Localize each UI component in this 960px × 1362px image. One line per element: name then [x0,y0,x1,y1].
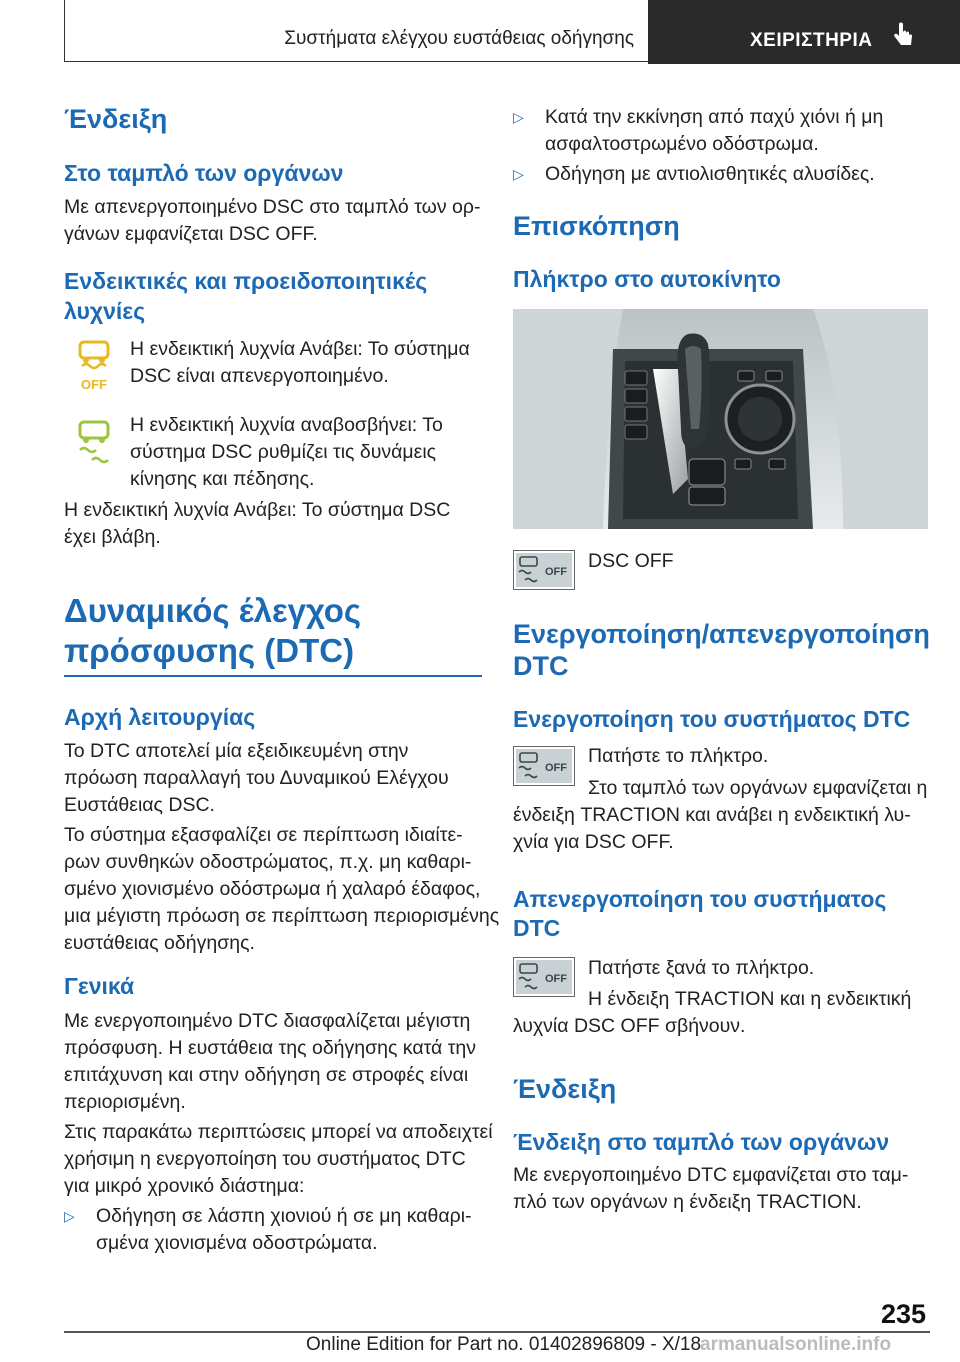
off-label: OFF [545,973,567,985]
text-line: λυχνία DSC OFF σβήνουν. [513,1015,746,1037]
text-line: Πατήστε ξανά το πλήκτρο. [588,957,815,979]
heading-lamps-cont: λυχνίες [64,298,146,324]
text-line: Στις παρακάτω περιπτώσεις μπορεί να αποδειχτεί [64,1121,493,1143]
heading-indication-2: Ένδειξη [513,1074,617,1104]
dsc-off-yellow-warning-icon [74,338,114,392]
heading-deactivate-dtc: Απενεργοποίηση του συστήματος [513,886,887,912]
heading-instrument-cluster: Στο ταμπλό των οργάνων [64,160,344,186]
heading-activate-deactivate: Ενεργοποίηση/απενεργοποίηση [513,619,930,649]
heading-principle: Αρχή λειτουργίας [64,704,256,730]
text-line: πρόσφυση. Η ευστάθεια της οδήγησης κατά την [64,1037,477,1059]
text-line: για μικρό χρονικό διάστημα: [64,1175,305,1197]
text-line: Η ενδεικτική λυχνία Ανάβει: Το σύστημα [130,338,470,360]
footer-edition: Online Edition for Part no. 01402896809 - X/18 [306,1334,702,1355]
bullet-triangle-icon: ▷ [64,1208,75,1224]
heading-lamps: Ενδεικτικές και προειδοποιητικές [64,268,428,294]
heading-dtc: Δυναμικός έλεγχος [64,592,362,629]
header-title-box [64,0,648,62]
header-title: Συστήματα ελέγχου ευστάθειας οδήγησης [284,28,634,49]
heading-deactivate-dtc-cont: DTC [513,915,561,941]
text-line: σμένο χιονισμένο οδόστρωμα ή χαλαρό έδαφος, [64,878,481,900]
text-line: Με απενεργοποιημένο DSC στο ταμπλό των ορ‐ [64,196,481,218]
text-line: Με ενεργοποιημένο DTC διασφαλίζεται μέγιστη [64,1010,471,1032]
text-line: Η ενδεικτική λυχνία Ανάβει: Το σύστημα DSC [64,499,451,521]
footer-watermark: armanualsonline.info [700,1334,892,1355]
text-line: DSC είναι απενεργοποιημένο. [130,365,389,387]
footer-rule [64,1331,930,1333]
text-line: χρήσιμη η ενεργοποίηση του συστήματος DTC [64,1148,466,1170]
dsc-off-button-icon [513,550,575,590]
text-line: Το DTC αποτελεί μία εξειδικευμένη στην [64,740,409,762]
dsc-off-button-icon [513,746,575,786]
heading-instrument-cluster-2: Ένδειξη στο ταμπλό των οργάνων [513,1129,890,1155]
text-line: Πατήστε το πλήκτρο. [588,745,769,767]
heading-activate-deactivate-cont: DTC [513,651,569,681]
text-line: γάνων εμφανίζεται DSC OFF. [64,223,318,245]
text-line: Κατά την εκκίνηση από παχύ χιόνι ή μη [545,106,884,128]
heading-indication: Ένδειξη [64,104,168,134]
text-line: ρων συνθηκών οδοστρώματος, π.χ. μη καθαρι‐ [64,851,472,873]
bullet-triangle-icon: ▷ [513,109,524,125]
page-header [64,0,960,64]
text-line: ευστάθειας οδήγησης. [64,932,255,954]
text-line: Οδήγηση με αντιολισθητικές αλυσίδες. [545,163,875,185]
text-line: Το σύστημα εξασφαλίζει σε περίπτωση ιδιαίτε‐ [64,824,463,846]
text-line: σμένα χιονισμένα οδοστρώματα. [96,1232,378,1254]
text-line: ασφαλτοστρωμένο οδόστρωμα. [545,133,819,155]
center-console-photo [513,309,928,529]
text-line: Η ένδειξη TRACTION και η ενδεικτική [588,988,912,1010]
dsc-off-label: DSC OFF [588,550,674,572]
page-number: 235 [880,1299,926,1329]
text-line: Η ενδεικτική λυχνία αναβοσβήνει: Το [130,414,443,436]
text-line: επιτάχυνση και στην οδήγηση σε στροφές είναι [64,1064,469,1086]
heading-activate-dtc: Ενεργοποίηση του συστήματος DTC [513,706,911,732]
off-label: OFF [545,762,567,774]
off-label: OFF [545,566,567,578]
text-line: έχει βλάβη. [64,526,161,548]
text-line: πλό των οργάνων η ένδειξη TRACTION. [513,1191,862,1213]
heading-overview: Επισκόπηση [513,211,680,241]
text-line: περιορισμένη. [64,1091,186,1113]
text-line: μια μέγιστη πρόωση σε περίπτωση περιορισμένης [64,905,500,927]
bullet-triangle-icon: ▷ [513,166,524,182]
text-line: Με ενεργοποιημένο DTC εμφανίζεται στο ταμ‐ [513,1164,909,1186]
text-line: Στο ταμπλό των οργάνων εμφανίζεται η [588,777,928,799]
heading-dtc-cont: πρόσφυσης (DTC) [64,632,355,669]
section-rule [64,675,482,677]
header-section-tab [648,0,960,64]
text-line: χνία για DSC OFF. [513,831,674,853]
heading-general: Γενικά [64,973,135,999]
off-label: OFF [81,377,107,392]
heading-button-in-car: Πλήκτρο στο αυτοκίνητο [513,266,781,292]
hand-pointer-icon [891,22,915,48]
dsc-off-button-icon [513,957,575,997]
text-line: κίνησης και πέδησης. [130,468,315,490]
text-line: σύστημα DSC ρυθμίζει τις δυνάμεις [130,441,437,463]
dsc-active-green-icon [74,418,114,470]
text-line: Οδήγηση σε λάσπη χιονιού ή σε μη καθαρι‐ [96,1205,472,1227]
header-section-label: ΧΕΙΡΙΣΤΗΡΙΑ [750,30,873,51]
text-line: Ευστάθειας DSC. [64,794,215,816]
text-line: πρόωση παραλλαγή του Δυναμικού Ελέγχου [64,767,449,789]
text-line: ένδειξη TRACTION και ανάβει η ενδεικτική λυ‐ [513,804,911,826]
